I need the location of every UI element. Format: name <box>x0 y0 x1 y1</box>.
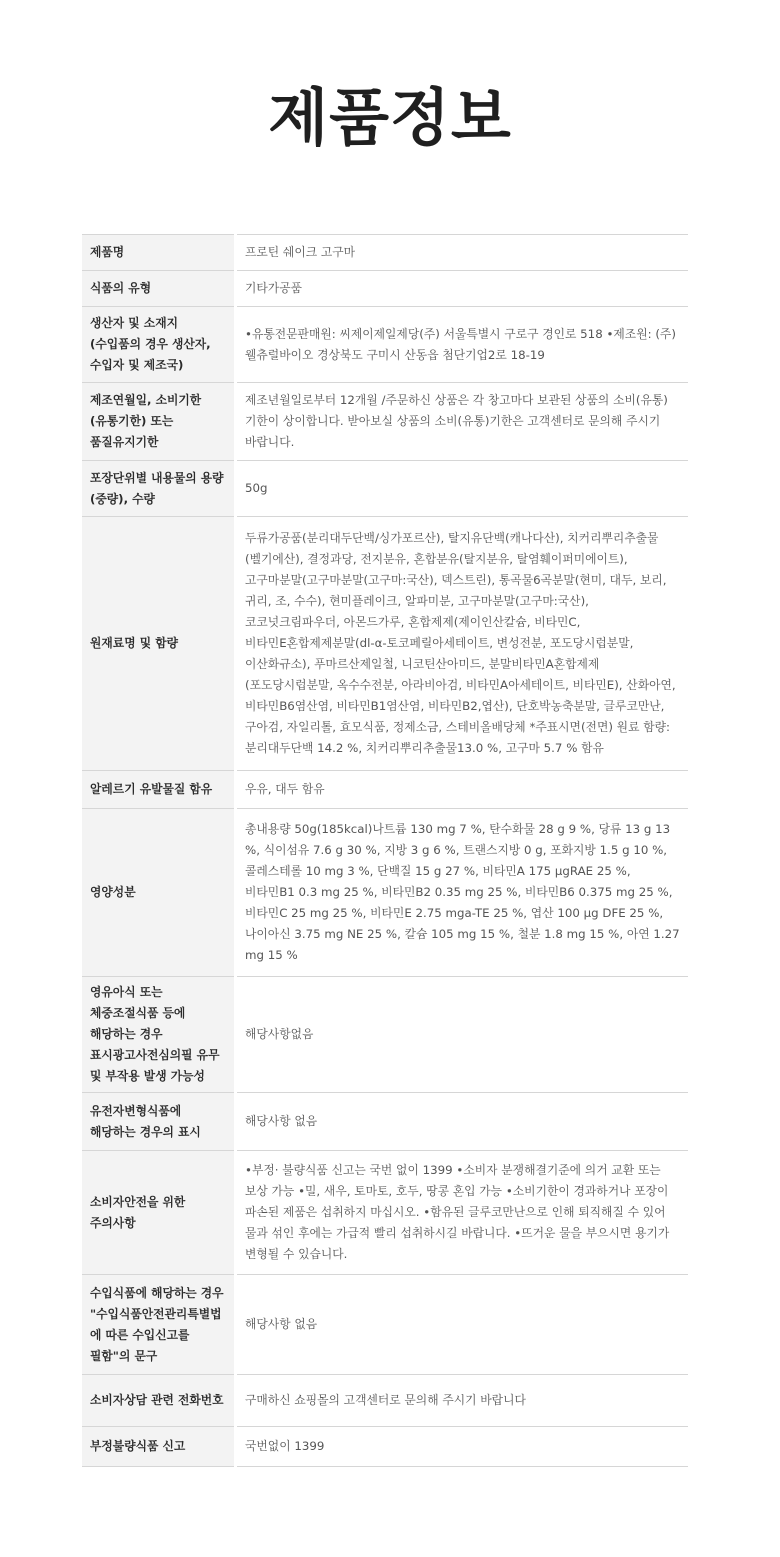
row-label: 영양성분 <box>82 809 236 977</box>
table-row <box>82 1427 688 1467</box>
row-label: 포장단위별 내용물의 용량(중량), 수량 <box>82 461 236 517</box>
table-row <box>82 307 688 383</box>
table-row <box>82 461 688 517</box>
row-label: 알레르기 유발물질 함유 <box>82 771 236 809</box>
table-row <box>82 271 688 307</box>
row-value: 구매하신 쇼핑몰의 고객센터로 문의해 주시기 바랍니다 <box>236 1375 689 1427</box>
table-row <box>82 517 688 771</box>
product-info-table <box>82 234 688 1467</box>
row-value: 해당사항 없음 <box>236 1093 689 1151</box>
row-label: 수입식품에 해당하는 경우 "수입식품안전관리특별법에 따른 수입신고를 필함"의 문구 <box>82 1275 236 1375</box>
table-row <box>82 1375 688 1427</box>
row-value: 제조년월일로부터 12개월 /주문하신 상품은 각 창고마다 보관된 상품의 소비(유통)기한이 상이합니다. 받아보실 상품의 소비(유통)기한은 고객센터로 문의해 주시기 바랍니다. <box>236 383 689 461</box>
row-label: 유전자변형식품에 해당하는 경우의 표시 <box>82 1093 236 1151</box>
row-label: 소비자상담 관련 전화번호 <box>82 1375 236 1427</box>
row-value: 해당사항 없음 <box>236 1275 689 1375</box>
row-label: 생산자 및 소재지(수입품의 경우 생산자, 수입자 및 제조국) <box>82 307 236 383</box>
row-value: 국번없이 1399 <box>236 1427 689 1467</box>
table-row <box>82 809 688 977</box>
row-label: 식품의 유형 <box>82 271 236 307</box>
table-row <box>82 977 688 1093</box>
row-value: •부정· 불량식품 신고는 국번 없이 1399 •소비자 분쟁해결기준에 의거 교환 또는 보상 가능 •밀, 새우, 토마토, 호두, 땅콩 혼입 가능 •소비기한이 경과하거나 포장이 파손된 제품은 섭취하지 마십시오. •함유된 글루코만난으로 인해 퇴직해질 수 있어 물과 섞인 후에는 가급적 빨리 섭취하시길 바랍니다. •뜨거운 물을 부으시면 용기가 변형될 수 있습니다. <box>236 1151 689 1275</box>
row-value: 프로틴 쉐이크 고구마 <box>236 235 689 271</box>
row-value: 두류가공품(분리대두단백/싱가포르산), 탈지유단백(캐나다산), 치커리뿌리추출물(벨기에산), 결정과당, 전지분유, 혼합분유(탈지분유, 탈염훼이퍼미에이트), 고구마분말(고구마분말(고구마:국산), 덱스트린), 통곡물6곡분말(현미, 대두, 보리, 귀리, 조, 수수), 현미플레이크, 알파미분, 고구마분말(고구마:국산), 코코넛크림파우더, 아몬드가루, 혼합제제(제이인산칼슘, 비타민C, 비타민E혼합제제분말(dl-α-토코페릴아세테이트, 변성전분, 포도당시럽분말, 이산화규소), 푸마르산제일철, 니코틴산아미드, 분말비타민A혼합제제(포도당시럽분말, 옥수수전분, 아라비아검, 비타민A아세테이트, 비타민E), 산화아연, 비타민B6염산염, 비타민B1염산염, 비타민B2,엽산), 단호박농축분말, 글루코만난, 구아검, 자일리톨, 효모식품, 정제소금, 스테비올배당체 *주표시면(전면) 원료 함량: 분리대두단백 14.2 %, 치커리뿌리추출물13.0 %, 고구마 5.7 % 함유 <box>236 517 689 771</box>
table-row <box>82 1093 688 1151</box>
row-label: 제조연월일, 소비기한(유통기한) 또는 품질유지기한 <box>82 383 236 461</box>
table-row <box>82 235 688 271</box>
page-title: 제품정보 <box>268 81 512 154</box>
table-row <box>82 383 688 461</box>
row-value: 기타가공품 <box>236 271 689 307</box>
row-label: 원재료명 및 함량 <box>82 517 236 771</box>
row-label: 부정불량식품 신고 <box>82 1427 236 1467</box>
row-value: 해당사항없음 <box>236 977 689 1093</box>
row-label: 제품명 <box>82 235 236 271</box>
row-label: 영유아식 또는 체중조절식품 등에 해당하는 경우 표시광고사전심의필 유무 및 부작용 발생 가능성 <box>82 977 236 1093</box>
table-row <box>82 1151 688 1275</box>
row-value: 50g <box>236 461 689 517</box>
row-value: 우유, 대두 함유 <box>236 771 689 809</box>
table-row <box>82 771 688 809</box>
row-value: 총내용량 50g(185kcal)나트륨 130 mg 7 %, 탄수화물 28 g 9 %, 당류 13 g 13 %, 식이섬유 7.6 g 30 %, 지방 3 g 6 %, 트랜스지방 0 g, 포화지방 1.5 g 10 %, 콜레스테롤 10 mg 3 %, 단백질 15 g 27 %, 비타민A 175 μgRAE 25 %, 비타민B1 0.3 mg 25 %, 비타민B2 0.35 mg 25 %, 비타민B6 0.375 mg 25 %, 비타민C 25 mg 25 %, 비타민E 2.75 mga-TE 25 %, 엽산 100 μg DFE 25 %, 나이아신 3.75 mg NE 25 %, 칼슘 105 mg 15 %, 철분 1.8 mg 15 %, 아연 1.27 mg 15 % <box>236 809 689 977</box>
row-label: 소비자안전을 위한 주의사항 <box>82 1151 236 1275</box>
row-value: •유통전문판매원: 씨제이제일제당(주) 서울특별시 구로구 경인로 518 •제조원: (주)웰츄럴바이오 경상북도 구미시 산동읍 첨단기업2로 18-19 <box>236 307 689 383</box>
table-row <box>82 1275 688 1375</box>
